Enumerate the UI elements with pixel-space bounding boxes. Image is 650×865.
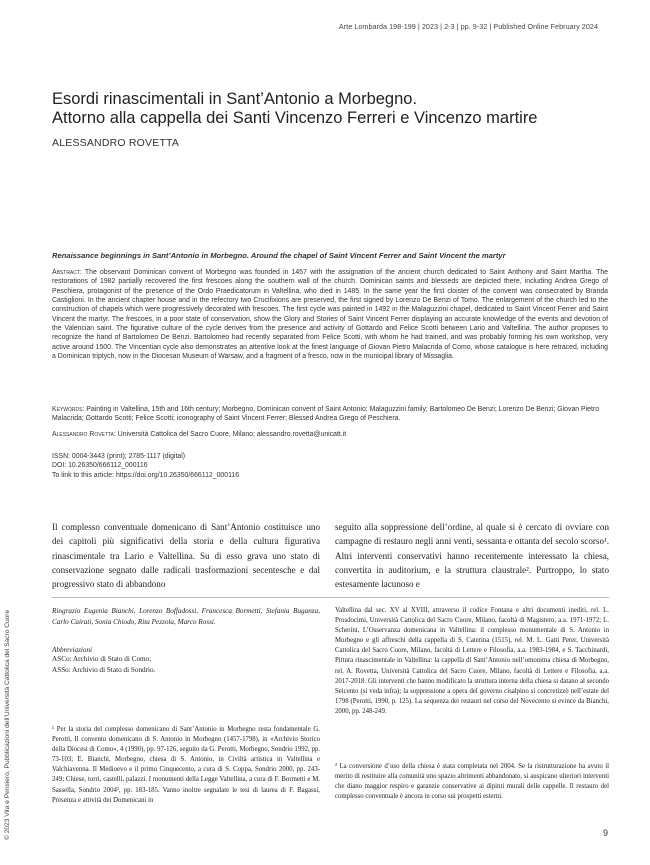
abbreviation-item: ASCo: Archivio di Stato di Como; [52,655,152,663]
abstract-label: Abstract: [52,269,82,276]
body-text-right: seguito alla soppressione dell’ordine, al quale si è cercato di ovviare con campagne di restauro negli anni venti, sessanta e ottanta del secolo scorso¹. Altri interventi conservativi hanno recentemente interessato la chiesa, convertita in auditorium, e la struttura claustrale². Purtroppo, lo stato estesamente lacunoso e [335,522,609,590]
title-block [52,90,612,149]
keywords [52,405,608,424]
article-author: ALESSANDRO ROVETTA [52,137,180,149]
footnote-2: ² La conversione d’uso della chiesa è stata completata nel 2004. Se la ristrutturazione ha avuto il merito di restituire alla comunità uno spazio altrimenti abbandonato, si auspicano ulteriori interventi che diano maggior respiro e garanzie conservative ai dipinti murali delle cappelle. Il restauro del complesso conventuale è ancora in corso sui prospetti esterni. [335,763,609,801]
running-head: Arte Lombarda 198-199 | 2023 | 2-3 | pp. 9-32 | Published Online February 2024 [338,22,598,31]
affiliation-text: Università Cattolica del Sacro Cuore, Milano; alessandro.rovetta@unicatt.it [117,431,347,438]
keywords-label: Keywords: [52,406,85,413]
acknowledgements: Ringrazio Eugenia Bianchi, Lorenzo Boffadossi, Francesca Bormetti, Stefania Buganza, Carlo Cairati, Sonia Chiodo, Rita Pezzola, Marco Rossi. [52,607,320,626]
abbreviations-title: Abbreviazioni [52,646,93,654]
article-title-line-2: Attorno alla cappella dei Santi Vincenzo Ferreri e Vincenzo martire [52,109,538,127]
page-number: 9 [602,828,608,838]
notes-left [52,606,320,675]
english-title: Renaissance beginnings in Sant’Antonio in Morbegno. Around the chapel of Saint Vincent Ferrer and Saint Vincent the martyr [52,251,506,260]
abstract-text: The observant Dominican convent of Morbegno was founded in 1457 with the assignation of the ancient church dedicated to Saint Anthony and Saint Martha. The restorations of 1982 partially recovered the first frescoes along the southern wall of the church. Dominican saints and blesseds are depicted there, including Andrea Grego of Peschiera, protagonist of the presence of the Ordo Praedicatorum in Valtellina, who died in 1485. In the same year the first cloister of the convent was consecrated by Branda Castiglioni. In the ancient chapter house and in the refectory two Crucifixions are preserved, the first signed by Lorenzo De Benzi of Tomo. The enlargement of the church led to the construction of chapels which were progressively decorated with frescoes. The first cycle was painted in 1492 in the Malaguzzini chapel, dedicated to Saint Vincent Ferrer and Saint Vincent the martyr. The frescoes, in a poor state of conservation, show the Glory and Stories of Saint Vincent Ferrer displaying an accurate knowledge of the events and devotion of the Valencian saint. The figurative culture of the cycle derives from the presence and activity of Gottardo and Felice Scotti between Lario and Valtellina. The author proposes to recognize the hand of Bartolomeo De Benzi. Bartolomeo had recently separated from Felice Scotti, with whom he had trained, and was probably forming his own workshop, very active around 1500. The Vincentian cycle also demonstrates an attentive look at the finest language of Giovan Pietro Malacrida of Como, whose catalogue is here retraced, including a Dominican triptych, now in the Diocesan Museum of Warsaw, and a fragment of a fresco, now in the municipal library of Missaglia. [52,269,609,361]
author-affiliation [52,431,608,438]
issn: ISSN: 0004-3443 (print); 2785-1117 (digital) [52,453,186,460]
abbreviation-item: ASSo: Archivio di Stato di Sondrio. [52,665,156,674]
affiliation-label: Alessandro Rovetta: [52,431,116,438]
doi: DOI: 10.26350/666112_000116 [52,462,148,470]
abstract [52,268,608,361]
footnote-1: ¹ Per la storia del complesso domenicano di Sant’Antonio in Morbegno resta fondamentale G. Perotti, Il convento domenicano di S. Antonio in Morbegno (1457-1798), in «Archivio Storico della Diocesi di Como», 4 (1990), pp. 97-126, seguito da G. Perotti, Morbegno, Sondrio 1992, pp. 73-103; E. Bianchi, Morbegno, chiesa di S. Antonio, in Civiltà artistica in Valtellina e Valchiavenna. Il Medioevo e il primo Cinquecento, a cura di S. Coppa, Sondrio 2000, pp. 243-249; Chiese, torri, castelli, palazzi. I monumenti della Legge Valtellina, a cura di F. Bormetti e M. Sassella, Sondrio 2004², pp. 183-185. Vanno inoltre segnalate le tesi di laurea di F. Bagassi, Presenza e attività dei Domenicani in [52,726,320,804]
footnote-1-continued: Valtellina dal sec. XV al XVIII, attraverso il codice Fontana e altri documenti inediti, rel. L. Prosdocimi, Università Cattolica del Sacro Cuore, Milano, facoltà di Magistero, a.a. 1971-1972; L. Scherini, L’Osservanza domenicana in Valtellina: il complesso monumentale di S. Antonio in Morbegno e gli affreschi della cappella di S. Caterina (1515), rel. M. L. Gatti Perer, Università Cattolica del Sacro Cuore, Milano, facoltà di Lettere e Filosofia, a.a. 1983-1984, e S. Tacchinardi, Pittura rinascimentale in Valtellina: la cappella di Sant’Antonio nell’omonima chiesa di Morbegno, rel. A. Rovetta, Università Cattolica del Sacro Cuore, Milano, facoltà di Lettere e Filosofia, a.a. 2017-2018. Gli interventi che hanno modificato la struttura interna della chiesa si datano al secondo Seicento (si veda infra); la soppressione a opera del governo cisalpino si concretizzò nell’estate del 1798 (Perotti, 1990, p. 125). La sequenza dei restauri nel corso del Novecento si evince da Bianchi, 2000, pp. 248-249. [335,607,609,715]
article-title-line-1: Esordi rinascimentali in Sant’Antonio a Morbegno. [52,90,418,108]
identifiers [52,452,239,480]
copyright-side-note: © 2023 Vita e Pensiero, Pubblicazioni dell’Università Cattolica del Sacro Cuore [4,609,11,840]
article-link[interactable]: To link to this article: https://doi.org/10.26350/666112_000116 [52,471,240,479]
footnote-divider [52,597,609,598]
body-text-left: Il complesso conventuale domenicano di Sant’Antonio costituisce uno dei capitoli più significativi della storia e della cultura figurativa rinascimentale tra Lario e Valtellina. Su di esso grava uno stato di conservazione segnato dalle radicali trasformazioni secentesche e dal progressivo stato di abbandono [52,522,320,590]
keywords-text: Painting in Valtellina, 15th and 16th century; Morbegno, Dominican convent of Saint Antonio; Malaguzzini family; Bartolomeo De Benzi; Lorenzo De Benzi; Giovan Pietro Malacrida; Gottardo Scotti; Felice Scotti; iconography of Saint Vincent Ferrer; Blessed Andrea Grego of Peschiera. [52,406,600,423]
